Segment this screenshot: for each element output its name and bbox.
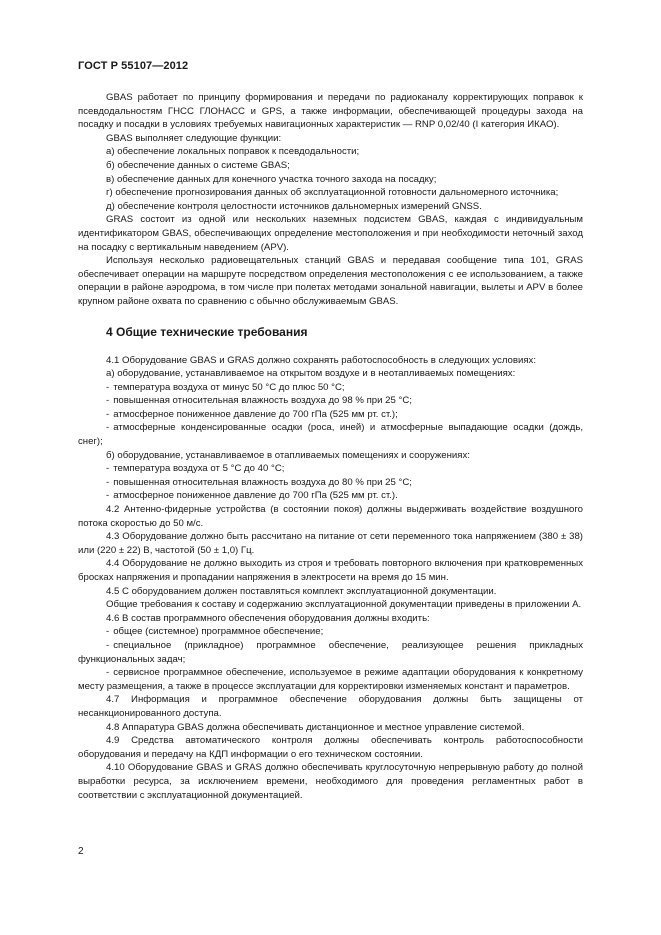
list-dash: - <box>106 476 110 488</box>
paragraph-text: 4.6 В состав программного обеспечения оборудования должны входить: <box>106 612 430 624</box>
paragraph <box>78 213 583 254</box>
paragraph-text: температура воздуха от 5 °С до 40 °С; <box>113 463 285 475</box>
paragraph <box>78 91 583 132</box>
section-heading: 4 Общие технические требования <box>106 324 308 339</box>
paragraph <box>78 145 583 159</box>
list-dash: - <box>106 422 110 434</box>
page-number: 2 <box>78 846 84 857</box>
list-dash: - <box>106 408 110 420</box>
paragraph-text: специальное (прикладное) программное обеспечение, реализующее решения прикладных функциональных задач; <box>78 639 583 665</box>
document-body <box>78 91 583 802</box>
paragraph-text: а) оборудование, устанавливаемое на открытом воздухе и в неотапливаемых помещениях: <box>106 368 516 380</box>
paragraph-text: 4.4 Оборудование не должно выходить из строя и требовать повторного включения при кратковременных бросках напряжения и пропадании напряжения в электросети на время до 15 мин. <box>78 558 583 583</box>
paragraph-text: атмосферное пониженное давление до 700 гПа (525 мм рт. ст.); <box>113 408 398 420</box>
paragraph-text: 4.5 С оборудованием должен поставляться комплект эксплуатационной документации. <box>106 585 497 597</box>
paragraph <box>78 734 583 761</box>
paragraph <box>78 585 583 599</box>
paragraph <box>78 489 583 503</box>
paragraph <box>78 408 583 422</box>
paragraph-text: 4.10 Оборудование GBAS и GRAS должно обеспечивать круглосуточную непрерывную работу до полной выработки ресурса, за исключением времени, необходимого для проведения регламентных работ в соответствии с эксплуатационной документацией. <box>78 762 583 801</box>
paragraph <box>78 761 583 802</box>
list-dash: - <box>106 667 110 679</box>
paragraph <box>78 693 583 720</box>
paragraph-text: б) обеспечение данных о системе GBAS; <box>106 159 290 171</box>
document-header: ГОСТ Р 55107—2012 <box>78 60 189 72</box>
paragraph-text: 4.3 Оборудование должно быть рассчитано на питание от сети переменного тока напряжением (380 ± 38) или (220 ± 22) В, частотой (50 ± 1,0) Гц. <box>78 531 583 556</box>
list-dash: - <box>106 381 110 393</box>
paragraph <box>78 503 583 530</box>
paragraph-text: 4.8 Аппаратура GBAS должна обеспечивать дистанционное и местное управление системой. <box>106 721 525 733</box>
paragraph <box>78 476 583 490</box>
paragraph-text: атмосферное пониженное давление до 700 гПа (525 мм рт. ст.). <box>113 490 398 502</box>
list-dash: - <box>106 490 110 502</box>
paragraph <box>78 625 583 639</box>
section-4-body <box>78 354 583 803</box>
paragraph <box>78 173 583 187</box>
paragraph-text: 4.7 Информация и программное обеспечение оборудования должны быть защищены от несанкционированного доступа. <box>78 694 583 719</box>
list-dash: - <box>106 639 110 651</box>
paragraph-text: сервисное программное обеспечение, используемое в режиме адаптации оборудования к конкретному месту размещения, а также в процессе эксплуатации для корректировки изменяемых констант и параметров. <box>78 667 583 692</box>
paragraph <box>78 394 583 408</box>
paragraph-text: повышенная относительная влажность воздуха до 80 % при 25 °С; <box>113 476 412 488</box>
paragraph-text: д) обеспечение контроля целостности источников дальномерных измерений GNSS. <box>106 200 482 212</box>
paragraph-text: GBAS работает по принципу формирования и передачи по радиоканалу корректирующих поправок к псевдодальностям ГНСС ГЛОНАСС и GPS, а также информации, обеспечивающей процедуры захода на посадку и посадки в условиях требуемых навигационных характеристик — RNP 0,02/40 (I категория ИКАО). <box>78 92 583 131</box>
paragraph-text: б) оборудование, устанавливаемое в отапливаемых помещениях и сооружениях: <box>106 449 470 461</box>
paragraph <box>78 381 583 395</box>
paragraph <box>78 721 583 735</box>
paragraph <box>78 421 583 448</box>
intro-section <box>78 91 583 309</box>
paragraph <box>78 186 583 200</box>
paragraph <box>78 159 583 173</box>
paragraph <box>78 598 583 612</box>
paragraph-text: в) обеспечение данных для конечного участка точного захода на посадку; <box>106 173 437 185</box>
list-dash: - <box>106 463 110 475</box>
paragraph <box>78 666 583 693</box>
paragraph-text: г) обеспечение прогнозирования данных об эксплуатационной готовности дальномерного источника; <box>106 187 559 199</box>
paragraph <box>78 612 583 626</box>
paragraph <box>78 557 583 584</box>
paragraph <box>78 132 583 146</box>
paragraph-text: 4.1 Оборудование GBAS и GRAS должно сохранять работоспособность в следующих условиях: <box>106 354 536 366</box>
paragraph <box>78 354 583 368</box>
paragraph-text: температура воздуха от минус 50 °С до плюс 50 °С; <box>113 381 345 393</box>
paragraph-text: общее (системное) программное обеспечение; <box>113 626 324 638</box>
paragraph-text: а) обеспечение локальных поправок к псевдодальности; <box>106 146 360 158</box>
paragraph-text: Общие требования к составу и содержанию эксплуатационной документации приведены в приложении А. <box>106 599 582 611</box>
paragraph-text: повышенная относительная влажность воздуха до 98 % при 25 °С; <box>113 395 412 407</box>
paragraph <box>78 367 583 381</box>
paragraph <box>78 449 583 463</box>
paragraph-text: атмосферные конденсированные осадки (роса, иней) и атмосферные выпадающие осадки (дождь, снег); <box>78 422 583 448</box>
list-dash: - <box>106 626 110 638</box>
paragraph-text: 4.9 Средства автоматического контроля должны обеспечивать контроль работоспособности оборудования и передачу на КДП информации о его техническом состоянии. <box>78 735 583 760</box>
paragraph-text: Используя несколько радиовещательных станций GBAS и передавая сообщение типа 101, GRAS обеспечивает операции на маршруте посредством определения местоположения с ее использованием, а также операции в районе аэродрома, в том числе при полетах методами зональной навигации, вылеты и APV в более крупном районе охвата по сравнению с обычно обслуживаемым GBAS. <box>78 255 583 307</box>
paragraph-text: GRAS состоит из одной или нескольких наземных подсистем GBAS, каждая с индивидуальным идентификатором GBAS, обеспечивающих определение местоположения и при необходимости неточный заход на посадку с вертикальным наведением (APV). <box>78 214 583 253</box>
paragraph <box>78 639 583 666</box>
paragraph <box>78 200 583 214</box>
paragraph-text: 4.2 Антенно-фидерные устройства (в состоянии покоя) должны выдерживать воздействие воздушного потока скоростью до 50 м/с. <box>78 504 583 529</box>
list-dash: - <box>106 395 110 407</box>
paragraph-text: GBAS выполняет следующие функции: <box>106 132 282 144</box>
paragraph <box>78 254 583 308</box>
paragraph <box>78 462 583 476</box>
paragraph <box>78 530 583 557</box>
